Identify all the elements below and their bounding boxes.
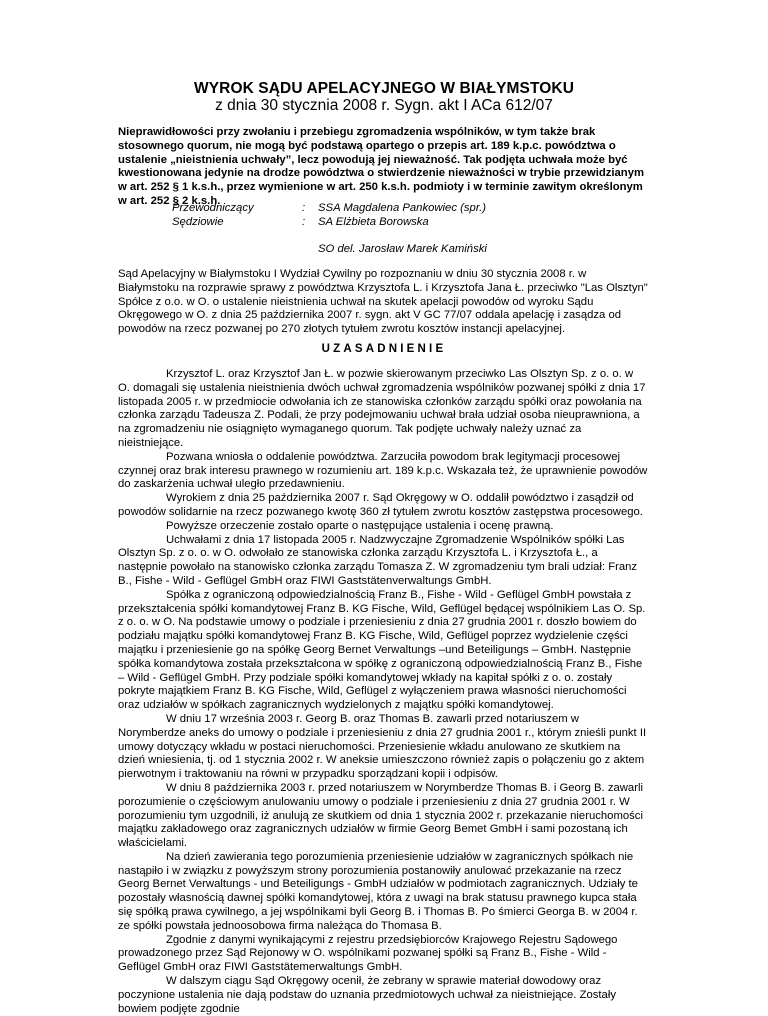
section-heading: UZASADNIENIE (321, 343, 447, 355)
separator-1: : (302, 202, 306, 214)
separator-2: : (302, 215, 306, 228)
paragraph-8: W dniu 8 października 2003 r. przed notariuszem w Norymberdze Thomas B. i Georg B. zawarli porozumienie o częściowym anulowaniu umowy o podziale i przeniesieniu z dnia 27 grudnia 2001 r. W porozumieniu tym uzgodnili, iż anulują ze skutkiem od dnia 1 stycznia 2002 r. przekazanie nieruchomości majątku zakładowego oraz zagranicznych udziałów w firmie Georg Bemet GmbH i sami pozostaną ich właścicielami. (118, 781, 643, 850)
paragraph-4: Powyższe orzeczenie zostało oparte o następujące ustalenia i ocenę prawną. (166, 519, 554, 532)
judges-role: Sędziowie (172, 215, 224, 228)
justification-body (118, 368, 648, 1016)
paragraph-9: Na dzień zawierania tego porozumienia przeniesienie udziałów w zagranicznych spółkach nie nastąpiło i w związku z powyższym strony porozumienia postanowiły anulować przekazanie na rzecz Georg Bernet Verwaltungs - und Beteiligungs - GmbH udziałów w podmiotach zagranicznych. Udziały te pozostały własnością dawnej spółki komandytowej, która z uwagi na brak statusu prawnego kupca stała się spółką prawa cywilnego, a jej wspólnikami byli Georg B. i Thomas B. Po śmierci Georga B. w 2004 r. ze spółki powstała jednoosobowa firma należąca do Thomasa B. (118, 850, 638, 932)
judge-2-name: SO del. Jarosław Marek Kamiński (318, 243, 487, 255)
paragraph-5: Uchwałami z dnia 17 listopada 2005 r. Nadzwyczajne Zgromadzenie Wspólników spółki Las Olsztyn Sp. z o. o. w O. odwołało ze stanowiska członka zarządu Krzysztofa L. i Krzysztofa Ł., a następnie powołało na stanowisko członka zarządu Tomasza Z. W zgromadzeniu tym brali udział: Franz B., Fishe - Wild - Geflügel GmbH oraz FIWI Gaststätenverwaltungs GmbH. (118, 533, 638, 587)
thesis-paragraph: Nieprawidłowości przy zwołaniu i przebiegu zgromadzenia wspólników, w tym także brak stosownego quorum, nie mogą być podstawą opartego o przepis art. 189 k.p.c. powództwa o ustalenie „nieistnienia uchwały”, lecz powodują jej nieważność. Tak podjęta uchwała może być kwestionowana jedynie na drodze powództwa o stwierdzenie nieważności w trybie przewidzianym w art. 252 § 1 k.s.h., przez wymienione w art. 250 k.s.h. podmioty i w terminie zawitym określonym w art. 252 § 2 k.s.h. (118, 126, 645, 207)
document-title: WYROK SĄDU APELACYJNEGO W BIAŁYMSTOKU (193, 80, 575, 97)
paragraph-6: Spółka z ograniczoną odpowiedzialnością Franz B., Fishe - Wild - Geflügel GmbH powstała z przekształcenia spółki komandytowej Franz B. KG Fische, Wild, Geflügel będącej wspólnikiem Las O. Sp. z o. o. w O. Na podstawie umowy o podziale i przeniesieniu z dnia 27 grudnia 2001 r. doszło bowiem do podziału majątku spółki komandytowej Franz B. KG Fische, Wild, Geflügel poprzez wydzielenie części majątku i przeniesienie go na spółkę Georg Bernet Verwaltungs –und Beteiligungs – GmbH. Następnie spółka komandytowa została przekształcona w spółkę z ograniczoną odpowiedzialnością Franz B., Fishe – Wild - Geflügel GmbH. Przy podziale spółki komandytowej wkłady na kapitał spółki z o. o. zostały pokryte majątkiem Franz B. KG Fische, Wild, Geflügel z wyłączeniem prawa własności nieruchomości oraz udziałów w spółkach zagranicznych wydzielonych z majątku spółki komandytowej. (118, 588, 646, 712)
judge-1-name: SA Elżbieta Borowska (318, 215, 429, 228)
chair-role: Przewodniczący (172, 202, 254, 214)
panel-roles (172, 202, 254, 230)
paragraph-3: Wyrokiem z dnia 25 października 2007 r. Sąd Okręgowy w O. oddalił powództwo i zasądził od powodów solidarnie na rzecz pozwanego kwotę 360 zł tytułem zwrotu kosztów zastępstwa procesowego. (118, 492, 643, 518)
panel-names (318, 202, 486, 230)
paragraph-10: Zgodnie z danymi wynikającymi z rejestru przedsiębiorców Krajowego Rejestru Sądowego prowadzonego przez Sąd Rejonowy w O. wspólnikami pozwanej spółki są Franz B., Fishe - Wild - Geflügel GmbH oraz FIWI Gaststätemerwaltungs GmbH. (118, 933, 618, 974)
document-subtitle: z dnia 30 stycznia 2008 r. Sygn. akt I ACa 612/07 (215, 97, 553, 114)
panel-separators (302, 202, 305, 230)
paragraph-1: Krzysztof L. oraz Krzysztof Jan Ł. w pozwie skierowanym przeciwko Las Olsztyn Sp. z o. o. w O. domagali się ustalenia nieistnienia dwóch uchwał zgromadzenia wspólników pozwanej spółki z dnia 17 listopada 2005 r. w przedmiocie odwołania ich ze stanowiska członków zarządu spółki oraz powołania na członka zarządu Tadeusza Z. Podali, że przy podejmowaniu uchwał brała udział osoba nieuprawniona, a na zgromadzeniu nie osiągnięto wymaganego quorum. Tak podjęte uchwały należy uznać za nieistniejące. (118, 368, 646, 449)
paragraph-11: W dalszym ciągu Sąd Okręgowy ocenił, że zebrany w sprawie materiał dowodowy oraz poczynione ustalenia nie dają podstaw do uznania przedmiotowych uchwał za nieistniejące. Zostały bowiem podjęte zgodnie (118, 975, 616, 1015)
paragraph-7: W dniu 17 września 2003 r. Georg B. oraz Thomas B. zawarli przed notariuszem w Norymberdze aneks do umowy o podziale i przeniesieniu z dnia 27 grudnia 2001 r., którym znieśli punkt II umowy dotyczący wkładu w postaci nieruchomości. Przeniesienie wkładu anulowano ze skutkiem na dzień wniesienia, tj. od 1 stycznia 2002 r. W aneksie umieszczono również zapis o połączeniu go z aktem pierwotnym i traktowaniu na równi w przypadku sporządzani kopii i odpisów. (118, 712, 647, 781)
chair-name: SSA Magdalena Pankowiec (spr.) (318, 202, 487, 214)
paragraph-2: Pozwana wniosła o oddalenie powództwa. Zarzuciła powodom brak legitymacji procesowej czynnej oraz brak interesu prawnego w rozumieniu art. 189 k.p.c. Wskazała też, że uprawnienie powodów do zaskarżenia uchwał uległo przedawnieniu. (118, 450, 648, 491)
intro-paragraph: Sąd Apelacyjny w Białymstoku I Wydział Cywilny po rozpoznaniu w dniu 30 stycznia 2008 r. w Białymstoku na rozprawie sprawy z powództwa Krzysztofa L. i Krzysztofa Jana Ł. przeciwko "Las Olsztyn" Spółce z o.o. w O. o ustalenie nieistnienia uchwał na skutek apelacji powodów od wyroku Sądu Okręgowego w O. z dnia 25 października 2007 r. sygn. akt V GC 77/07 oddala apelację i zasądza od powodów na rzecz pozwanej po 270 złotych tytułem zwrotu kosztów instancji apelacyjnej. (118, 268, 648, 336)
